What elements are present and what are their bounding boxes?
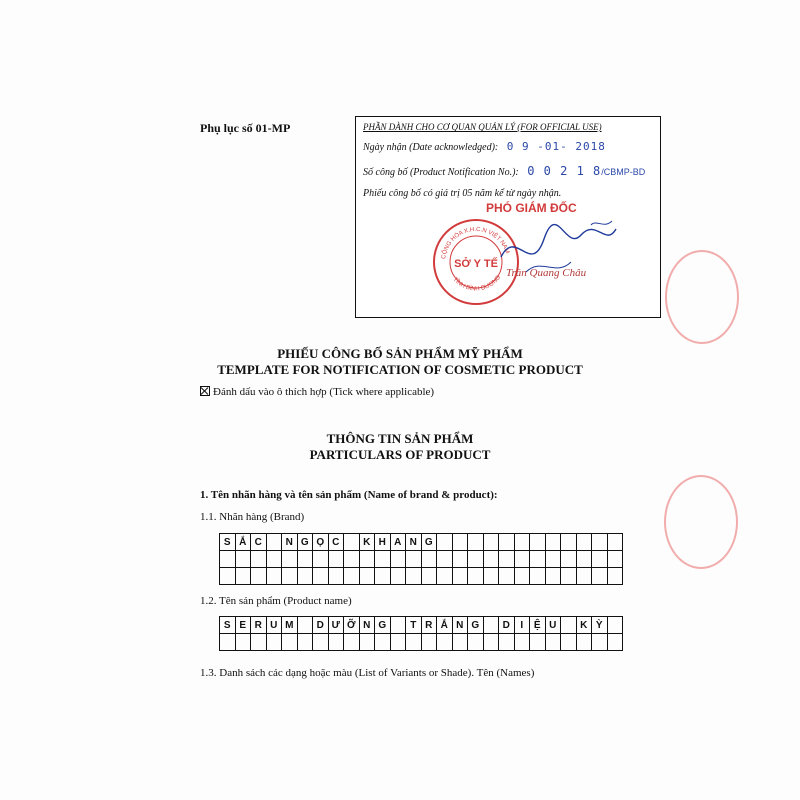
date-acknowledged-value: 0 9 -01- 2018: [506, 140, 606, 153]
brand-cell: [499, 534, 515, 551]
brand-grid-row-2: [220, 551, 623, 568]
brand-cell: Ọ: [313, 534, 329, 551]
empty-cell: [328, 634, 344, 651]
notification-number-value: 0 0 2 1 8: [527, 164, 602, 178]
product-cell: U: [545, 617, 561, 634]
empty-cell: [483, 568, 499, 585]
empty-cell: [545, 551, 561, 568]
product-cell: [297, 617, 313, 634]
product-cell: E: [235, 617, 251, 634]
empty-cell: [499, 568, 515, 585]
brand-grid-row-3: [220, 568, 623, 585]
product-name-grid: [219, 616, 623, 651]
empty-cell: [390, 634, 406, 651]
brand-cell: [607, 534, 623, 551]
empty-cell: [530, 568, 546, 585]
product-cell: Ỳ: [592, 617, 608, 634]
empty-cell: [220, 551, 236, 568]
empty-cell: [576, 568, 592, 585]
product-cell: N: [452, 617, 468, 634]
product-cell: [561, 617, 577, 634]
empty-cell: [220, 634, 236, 651]
empty-cell: [359, 634, 375, 651]
empty-cell: [344, 568, 360, 585]
product-cell: U: [266, 617, 282, 634]
product-grid-row-1: [220, 617, 623, 634]
empty-cell: [235, 568, 251, 585]
notification-number-suffix: /CBMP-BD: [601, 167, 646, 177]
empty-cell: [437, 568, 453, 585]
notification-number-row: [363, 164, 645, 178]
empty-cell: [452, 568, 468, 585]
empty-cell: [437, 634, 453, 651]
edge-seal-fragment-upper: [665, 250, 739, 344]
empty-cell: [266, 568, 282, 585]
empty-cell: [359, 551, 375, 568]
brand-cell: [468, 534, 484, 551]
empty-cell: [514, 551, 530, 568]
empty-cell: [390, 551, 406, 568]
brand-cell: [483, 534, 499, 551]
empty-cell: [607, 568, 623, 585]
empty-cell: [468, 634, 484, 651]
edge-seal-fragment-lower: [664, 475, 738, 569]
empty-cell: [375, 568, 391, 585]
item-1-heading: 1. Tên nhãn hàng và tên sản phẩm (Name of brand & product):: [200, 489, 498, 501]
brand-cell: [530, 534, 546, 551]
brand-cell: G: [297, 534, 313, 551]
product-cell: [390, 617, 406, 634]
brand-cell: C: [328, 534, 344, 551]
product-cell: S: [220, 617, 236, 634]
empty-cell: [375, 551, 391, 568]
product-grid-row-2: [220, 634, 623, 651]
brand-cell: N: [282, 534, 298, 551]
empty-cell: [297, 634, 313, 651]
empty-cell: [421, 634, 437, 651]
empty-cell: [437, 551, 453, 568]
form-title-vietnamese: PHIẾU CÔNG BỐ SẢN PHẨM MỸ PHẨM: [277, 346, 523, 361]
empty-cell: [406, 551, 422, 568]
empty-cell: [483, 634, 499, 651]
empty-cell: [452, 634, 468, 651]
empty-cell: [561, 551, 577, 568]
product-cell: K: [576, 617, 592, 634]
seal-center-text: SỞ Y TẾ: [454, 258, 498, 270]
empty-cell: [530, 634, 546, 651]
empty-cell: [406, 568, 422, 585]
product-cell: D: [499, 617, 515, 634]
product-cell: R: [251, 617, 267, 634]
signer-name: Trần Quang Châu: [506, 267, 587, 279]
product-cell: N: [359, 617, 375, 634]
empty-cell: [235, 551, 251, 568]
empty-cell: [545, 568, 561, 585]
validity-note: Phiếu công bố có giá trị 05 năm kể từ ngày nhận.: [363, 188, 562, 199]
date-acknowledged-label: Ngày nhận (Date acknowledged):: [363, 142, 499, 153]
empty-cell: [592, 634, 608, 651]
empty-cell: [251, 551, 267, 568]
empty-cell: [282, 551, 298, 568]
brand-grid-row-1: [220, 534, 623, 551]
empty-cell: [592, 568, 608, 585]
official-use-box: [355, 116, 661, 318]
empty-cell: [282, 568, 298, 585]
product-cell: G: [468, 617, 484, 634]
brand-cell: S: [220, 534, 236, 551]
empty-cell: [359, 568, 375, 585]
empty-cell: [468, 551, 484, 568]
empty-cell: [406, 634, 422, 651]
seal-ring-text: CỘNG HÒA X.H.C.N VIỆT NAM: [441, 226, 510, 260]
section-title-vietnamese: THÔNG TIN SẢN PHẨM: [326, 431, 474, 446]
brand-cell: [437, 534, 453, 551]
empty-cell: [266, 551, 282, 568]
empty-cell: [251, 634, 267, 651]
date-acknowledged-row: [363, 140, 606, 153]
tick-instruction-text: Đánh dấu vào ô thích hợp (Tick where applicable): [213, 386, 435, 398]
product-cell: Ư: [328, 617, 344, 634]
empty-cell: [235, 634, 251, 651]
product-cell: Ỡ: [344, 617, 360, 634]
empty-cell: [313, 551, 329, 568]
brand-cell: [592, 534, 608, 551]
brand-grid: [219, 533, 623, 585]
empty-cell: [266, 634, 282, 651]
empty-cell: [328, 568, 344, 585]
brand-cell: [266, 534, 282, 551]
product-cell: G: [375, 617, 391, 634]
empty-cell: [607, 551, 623, 568]
brand-cell: Ắ: [235, 534, 251, 551]
brand-cell: [576, 534, 592, 551]
empty-cell: [561, 634, 577, 651]
empty-cell: [545, 634, 561, 651]
seal-bottom-text: TỈNH BÌNH DƯƠNG: [451, 274, 503, 293]
tick-instruction: [200, 386, 434, 398]
empty-cell: [514, 634, 530, 651]
empty-cell: [328, 551, 344, 568]
empty-cell: [514, 568, 530, 585]
product-cell: [483, 617, 499, 634]
section-title-english: PARTICULARS OF PRODUCT: [309, 447, 491, 462]
item-1-2-label: 1.2. Tên sản phẩm (Product name): [200, 595, 352, 607]
notification-number-label: Số công bố (Product Notification No.):: [363, 167, 519, 178]
stamp-title: PHÓ GIÁM ĐỐC: [486, 201, 577, 215]
brand-cell: [561, 534, 577, 551]
empty-cell: [607, 634, 623, 651]
empty-cell: [468, 568, 484, 585]
brand-cell: [514, 534, 530, 551]
empty-cell: [421, 568, 437, 585]
official-use-heading: PHẦN DÀNH CHO CƠ QUAN QUẢN LÝ (FOR OFFICIAL USE): [363, 122, 602, 132]
product-cell: I: [514, 617, 530, 634]
empty-cell: [592, 551, 608, 568]
empty-cell: [576, 551, 592, 568]
product-cell: Ắ: [437, 617, 453, 634]
brand-cell: G: [421, 534, 437, 551]
item-1-1-label: 1.1. Nhãn hàng (Brand): [200, 511, 305, 523]
empty-cell: [561, 568, 577, 585]
empty-cell: [421, 551, 437, 568]
product-cell: Ệ: [530, 617, 546, 634]
empty-cell: [313, 568, 329, 585]
brand-cell: A: [390, 534, 406, 551]
brand-cell: K: [359, 534, 375, 551]
appendix-label: Phụ lục số 01-MP: [200, 121, 291, 135]
empty-cell: [390, 568, 406, 585]
empty-cell: [452, 551, 468, 568]
brand-cell: [452, 534, 468, 551]
empty-cell: [313, 634, 329, 651]
brand-cell: H: [375, 534, 391, 551]
empty-cell: [499, 634, 515, 651]
empty-cell: [282, 634, 298, 651]
empty-cell: [297, 551, 313, 568]
product-cell: T: [406, 617, 422, 634]
form-title-english: TEMPLATE FOR NOTIFICATION OF COSMETIC PRODUCT: [217, 362, 583, 377]
empty-cell: [297, 568, 313, 585]
empty-cell: [499, 551, 515, 568]
empty-cell: [576, 634, 592, 651]
item-1-3-label: 1.3. Danh sách các dạng hoặc màu (List of Variants or Shade). Tên (Names): [200, 667, 535, 679]
brand-cell: C: [251, 534, 267, 551]
empty-cell: [375, 634, 391, 651]
brand-cell: N: [406, 534, 422, 551]
product-cell: [607, 617, 623, 634]
empty-cell: [483, 551, 499, 568]
product-cell: R: [421, 617, 437, 634]
checked-box-icon: [200, 386, 210, 396]
empty-cell: [344, 551, 360, 568]
empty-cell: [220, 568, 236, 585]
brand-cell: [344, 534, 360, 551]
empty-cell: [251, 568, 267, 585]
product-cell: D: [313, 617, 329, 634]
empty-cell: [344, 634, 360, 651]
empty-cell: [530, 551, 546, 568]
product-cell: M: [282, 617, 298, 634]
brand-cell: [545, 534, 561, 551]
